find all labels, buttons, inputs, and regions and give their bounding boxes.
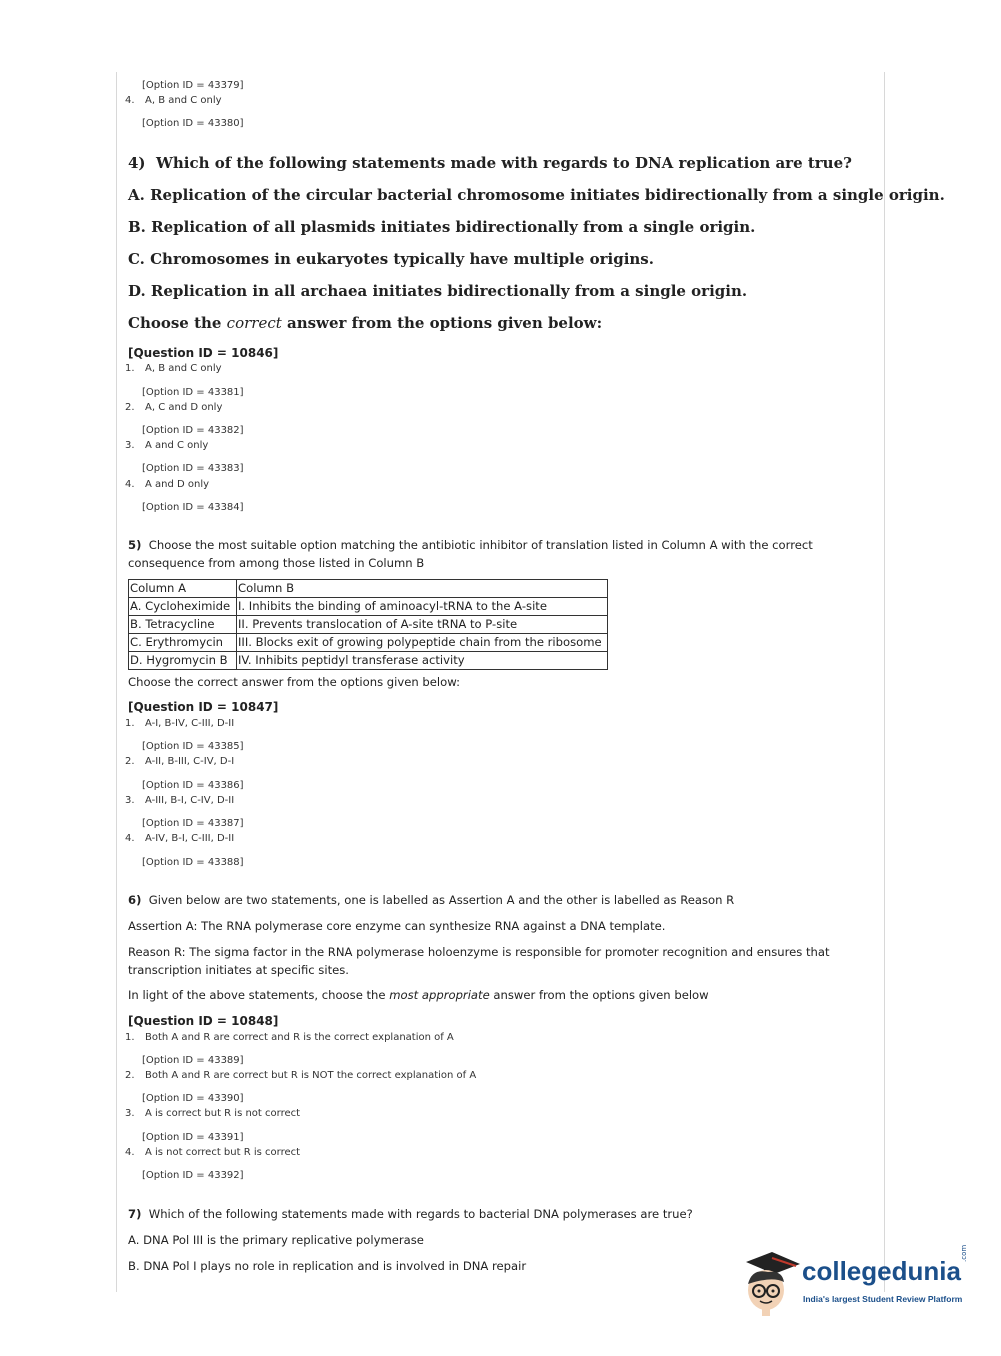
option-number: 3. bbox=[125, 795, 135, 806]
option-id: [Option ID = 43391] bbox=[142, 1132, 244, 1143]
option-number: 4. bbox=[125, 833, 135, 844]
table-cell: IV. Inhibits peptidyl transferase activity bbox=[237, 652, 608, 670]
statement-b: B. DNA Pol I plays no role in replication and is involved in DNA repair bbox=[128, 1259, 527, 1273]
question-number: 4) bbox=[128, 154, 146, 172]
instruction-post: answer from the options given below bbox=[489, 988, 709, 1002]
option-text: A, B and C only bbox=[145, 95, 222, 106]
option-number: 1. bbox=[125, 363, 135, 374]
option-number: 4. bbox=[125, 1147, 135, 1158]
question-id: [Question ID = 10846] bbox=[128, 346, 279, 360]
option-number: 1. bbox=[125, 718, 135, 729]
mascot-icon bbox=[742, 1248, 804, 1318]
option-text: A-II, B-III, C-IV, D-I bbox=[145, 756, 235, 767]
table-cell: B. Tetracycline bbox=[129, 616, 237, 634]
reason: Reason R: The sigma factor in the RNA polymerase holoenzyme is responsible for promoter recognition and ensures that bbox=[128, 945, 830, 959]
statement-a: A. DNA Pol III is the primary replicative polymerase bbox=[128, 1233, 424, 1247]
option-id: [Option ID = 43380] bbox=[142, 118, 244, 129]
instruction: Choose the correct answer from the options given below: bbox=[128, 675, 460, 689]
option-id: [Option ID = 43382] bbox=[142, 425, 244, 436]
option-number: 4. bbox=[125, 479, 135, 490]
option-id: [Option ID = 43390] bbox=[142, 1093, 244, 1104]
option-number: 3. bbox=[125, 1108, 135, 1119]
logo-wordmark: collegedunia bbox=[802, 1256, 961, 1286]
option-id: [Option ID = 43388] bbox=[142, 857, 244, 868]
option-id: [Option ID = 43386] bbox=[142, 780, 244, 791]
table-cell: D. Hygromycin B bbox=[129, 652, 237, 670]
question-id: [Question ID = 10847] bbox=[128, 700, 279, 714]
question-text: Which of the following statements made with regards to DNA replication are true? bbox=[156, 154, 852, 172]
reason-cont: transcription initiates at specific sites. bbox=[128, 963, 349, 977]
option-number: 4. bbox=[125, 95, 135, 106]
option-number: 1. bbox=[125, 1032, 135, 1043]
option-text: A and C only bbox=[145, 440, 209, 451]
question-stem bbox=[128, 1207, 693, 1221]
question-text: Given below are two statements, one is labelled as Assertion A and the other is labelled as Reason R bbox=[148, 893, 735, 907]
option-id: [Option ID = 43384] bbox=[142, 502, 244, 513]
option-text: Both A and R are correct but R is NOT the correct explanation of A bbox=[145, 1070, 477, 1081]
question-text-cont: consequence from among those listed in Column B bbox=[128, 556, 425, 570]
option-id: [Option ID = 43392] bbox=[142, 1170, 244, 1181]
option-text: A is not correct but R is correct bbox=[145, 1147, 301, 1158]
option-text: A-IV, B-I, C-III, D-II bbox=[145, 833, 235, 844]
table-cell: C. Erythromycin bbox=[129, 634, 237, 652]
statement-a: A. Replication of the circular bacterial chromosome initiates bidirectionally from a single origin. bbox=[128, 186, 945, 204]
option-id: [Option ID = 43389] bbox=[142, 1055, 244, 1066]
instruction-pre: In light of the above statements, choose the bbox=[128, 988, 390, 1002]
option-number: 2. bbox=[125, 1070, 135, 1081]
option-text: A is correct but R is not correct bbox=[145, 1108, 301, 1119]
table-cell: III. Blocks exit of growing polypeptide chain from the ribosome bbox=[237, 634, 608, 652]
instruction-emphasis: correct bbox=[226, 314, 282, 332]
option-number: 2. bbox=[125, 756, 135, 767]
instruction-emphasis: most appropriate bbox=[389, 988, 490, 1002]
table-header: Column A bbox=[129, 580, 237, 598]
option-text: A-III, B-I, C-IV, D-II bbox=[145, 795, 235, 806]
option-number: 2. bbox=[125, 402, 135, 413]
option-text: Both A and R are correct and R is the correct explanation of A bbox=[145, 1032, 454, 1043]
instruction-post: answer from the options given below: bbox=[281, 314, 603, 332]
table-cell: A. Cycloheximide bbox=[129, 598, 237, 616]
option-text: A, B and C only bbox=[145, 363, 222, 374]
question-id: [Question ID = 10848] bbox=[128, 1014, 279, 1028]
statement-b: B. Replication of all plasmids initiates bidirectionally from a single origin. bbox=[128, 218, 756, 236]
option-text: A, C and D only bbox=[145, 402, 223, 413]
collegedunia-logo[interactable] bbox=[742, 1244, 972, 1318]
question-text: Which of the following statements made with regards to bacterial DNA polymerases are true? bbox=[148, 1207, 693, 1221]
option-id: [Option ID = 43383] bbox=[142, 463, 244, 474]
option-text: A-I, B-IV, C-III, D-II bbox=[145, 718, 235, 729]
table-cell: II. Prevents translocation of A-site tRNA to P-site bbox=[237, 616, 608, 634]
option-id: [Option ID = 43385] bbox=[142, 741, 244, 752]
question-text: Choose the most suitable option matching the antibiotic inhibitor of translation listed in Column A with the correct bbox=[148, 538, 813, 552]
logo-tagline: India's largest Student Review Platform bbox=[803, 1294, 963, 1304]
statement-c: C. Chromosomes in eukaryotes typically have multiple origins. bbox=[128, 250, 654, 268]
logo-suffix: .com bbox=[960, 1244, 968, 1262]
assertion: Assertion A: The RNA polymerase core enzyme can synthesize RNA against a DNA template. bbox=[128, 919, 666, 933]
statement-d: D. Replication in all archaea initiates bidirectionally from a single origin. bbox=[128, 282, 748, 300]
option-id: [Option ID = 43387] bbox=[142, 818, 244, 829]
table-cell: I. Inhibits the binding of aminoacyl-tRNA to the A-site bbox=[237, 598, 608, 616]
instruction-pre: Choose the bbox=[128, 314, 227, 332]
option-number: 3. bbox=[125, 440, 135, 451]
option-id: [Option ID = 43379] bbox=[142, 80, 244, 91]
option-id: [Option ID = 43381] bbox=[142, 387, 244, 398]
table-header: Column B bbox=[237, 580, 608, 598]
option-text: A and D only bbox=[145, 479, 210, 490]
question-number: 5) bbox=[128, 538, 142, 552]
question-number: 6) bbox=[128, 893, 142, 907]
question-number: 7) bbox=[128, 1207, 142, 1221]
